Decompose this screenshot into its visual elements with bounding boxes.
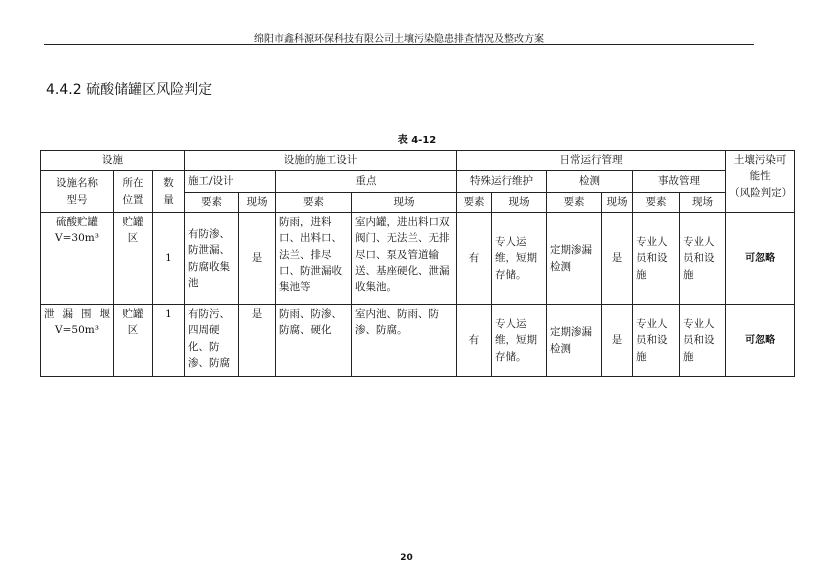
- header-model-line: 型号: [66, 193, 88, 206]
- incident-site-cell: 专业人员和设施: [680, 213, 726, 305]
- header-soil-risk-line-3: （风险判定）: [729, 186, 793, 199]
- facility-name-cell: [41, 213, 114, 305]
- table-caption: 表 4-12: [397, 135, 437, 146]
- monitor-site-cell: 是: [602, 305, 633, 377]
- header-soil-risk-line-1: 土壤污染可: [733, 154, 787, 166]
- construct-requirement-cell: 有防污、四周硬化、防渗、防腐: [185, 305, 239, 377]
- risk-assessment-table: [40, 150, 795, 377]
- header-special-requirement: 要素: [457, 193, 492, 213]
- risk-verdict-cell: 可忽略: [726, 213, 795, 305]
- incident-requirement-cell: 专业人员和设施: [633, 305, 680, 377]
- key-site-cell: 室内罐，进出料口双阀门、无法兰、无排尽口、泵及管道输送、基座硬化、泄漏收集池。: [352, 213, 457, 305]
- page-header-title: 绵阳市鑫科源环保科技有限公司土壤污染隐患排查情况及整改方案: [254, 34, 544, 45]
- section-title: 4.4.2 硫酸储罐区风险判定: [46, 82, 213, 98]
- header-facility-name: [41, 171, 114, 213]
- construct-site-cell: 是: [239, 213, 276, 305]
- location-line-2: 区: [127, 232, 139, 245]
- incident-site-cell: 专业人员和设施: [680, 305, 726, 377]
- header-construct-site: 现场: [239, 193, 276, 213]
- header-construct-requirement: 要素: [185, 193, 239, 213]
- quantity-cell: 1: [153, 305, 185, 377]
- header-location-line-1: 所在: [122, 177, 144, 190]
- facility-name: 泄漏围堰: [44, 308, 110, 320]
- location-line-1: 贮罐: [122, 308, 144, 320]
- facility-name: 硫酸贮罐: [56, 216, 98, 228]
- special-site-cell: 专人运维，短期存储。: [492, 305, 547, 377]
- key-requirement-cell: 防雨、防渗、防腐、硬化: [276, 305, 352, 377]
- key-site-cell: 室内池、防雨、防渗、防腐。: [352, 305, 457, 377]
- location-line-2: 区: [127, 324, 139, 337]
- header-quantity: [153, 171, 185, 213]
- header-incident-requirement: 要素: [633, 193, 680, 213]
- monitor-requirement-cell: 定期渗漏检测: [547, 213, 602, 305]
- header-facility: 设施: [41, 151, 185, 171]
- header-key-points: 重点: [276, 171, 457, 193]
- incident-requirement-cell: 专业人员和设施: [633, 213, 680, 305]
- header-incident-site: 现场: [680, 193, 726, 213]
- header-monitoring: 检测: [547, 171, 633, 193]
- location-cell: [114, 213, 153, 305]
- header-special-maintenance: 特殊运行维护: [457, 171, 547, 193]
- monitor-requirement-cell: 定期渗漏检测: [547, 305, 602, 377]
- header-construction-design: 设施的施工设计: [185, 151, 457, 171]
- header-monitor-site: 现场: [602, 193, 633, 213]
- header-monitor-requirement: 要素: [547, 193, 602, 213]
- header-key-site: 现场: [352, 193, 457, 213]
- construct-site-cell: 是: [239, 305, 276, 377]
- facility-name-cell: [41, 305, 114, 377]
- facility-spec: V=30m³: [55, 232, 99, 245]
- header-location: [114, 171, 153, 213]
- header-divider: [44, 44, 754, 45]
- header-construction: 施工/设计: [185, 171, 276, 193]
- header-location-line-2: 位置: [122, 193, 144, 206]
- special-site-cell: 专人运维，短期存储。: [492, 213, 547, 305]
- special-requirement-cell: 有: [457, 213, 492, 305]
- page-number: 20: [400, 553, 413, 563]
- header-quantity-line-2: 量: [163, 193, 174, 206]
- header-soil-risk-line-2: 能性: [749, 170, 771, 183]
- monitor-site-cell: 是: [602, 213, 633, 305]
- special-requirement-cell: 有: [457, 305, 492, 377]
- location-cell: [114, 305, 153, 377]
- facility-spec: V=50m³: [55, 324, 99, 337]
- key-requirement-cell: 防雨，进料口、出料口、法兰、排尽口、防泄漏收集池等: [276, 213, 352, 305]
- table-row: [41, 213, 795, 305]
- header-key-requirement: 要素: [276, 193, 352, 213]
- location-line-1: 贮罐: [122, 216, 144, 228]
- quantity-cell: 1: [153, 213, 185, 305]
- header-special-site: 现场: [492, 193, 547, 213]
- header-soil-risk: [726, 151, 795, 213]
- table-row: [41, 305, 795, 377]
- risk-verdict-cell: 可忽略: [726, 305, 795, 377]
- construct-requirement-cell: 有防渗、防泄漏、防腐收集池: [185, 213, 239, 305]
- header-facility-name-line: 设施名称: [56, 177, 98, 190]
- header-quantity-line-1: 数: [163, 177, 174, 190]
- header-incident-mgmt: 事故管理: [633, 171, 726, 193]
- header-daily-ops: 日常运行管理: [457, 151, 726, 171]
